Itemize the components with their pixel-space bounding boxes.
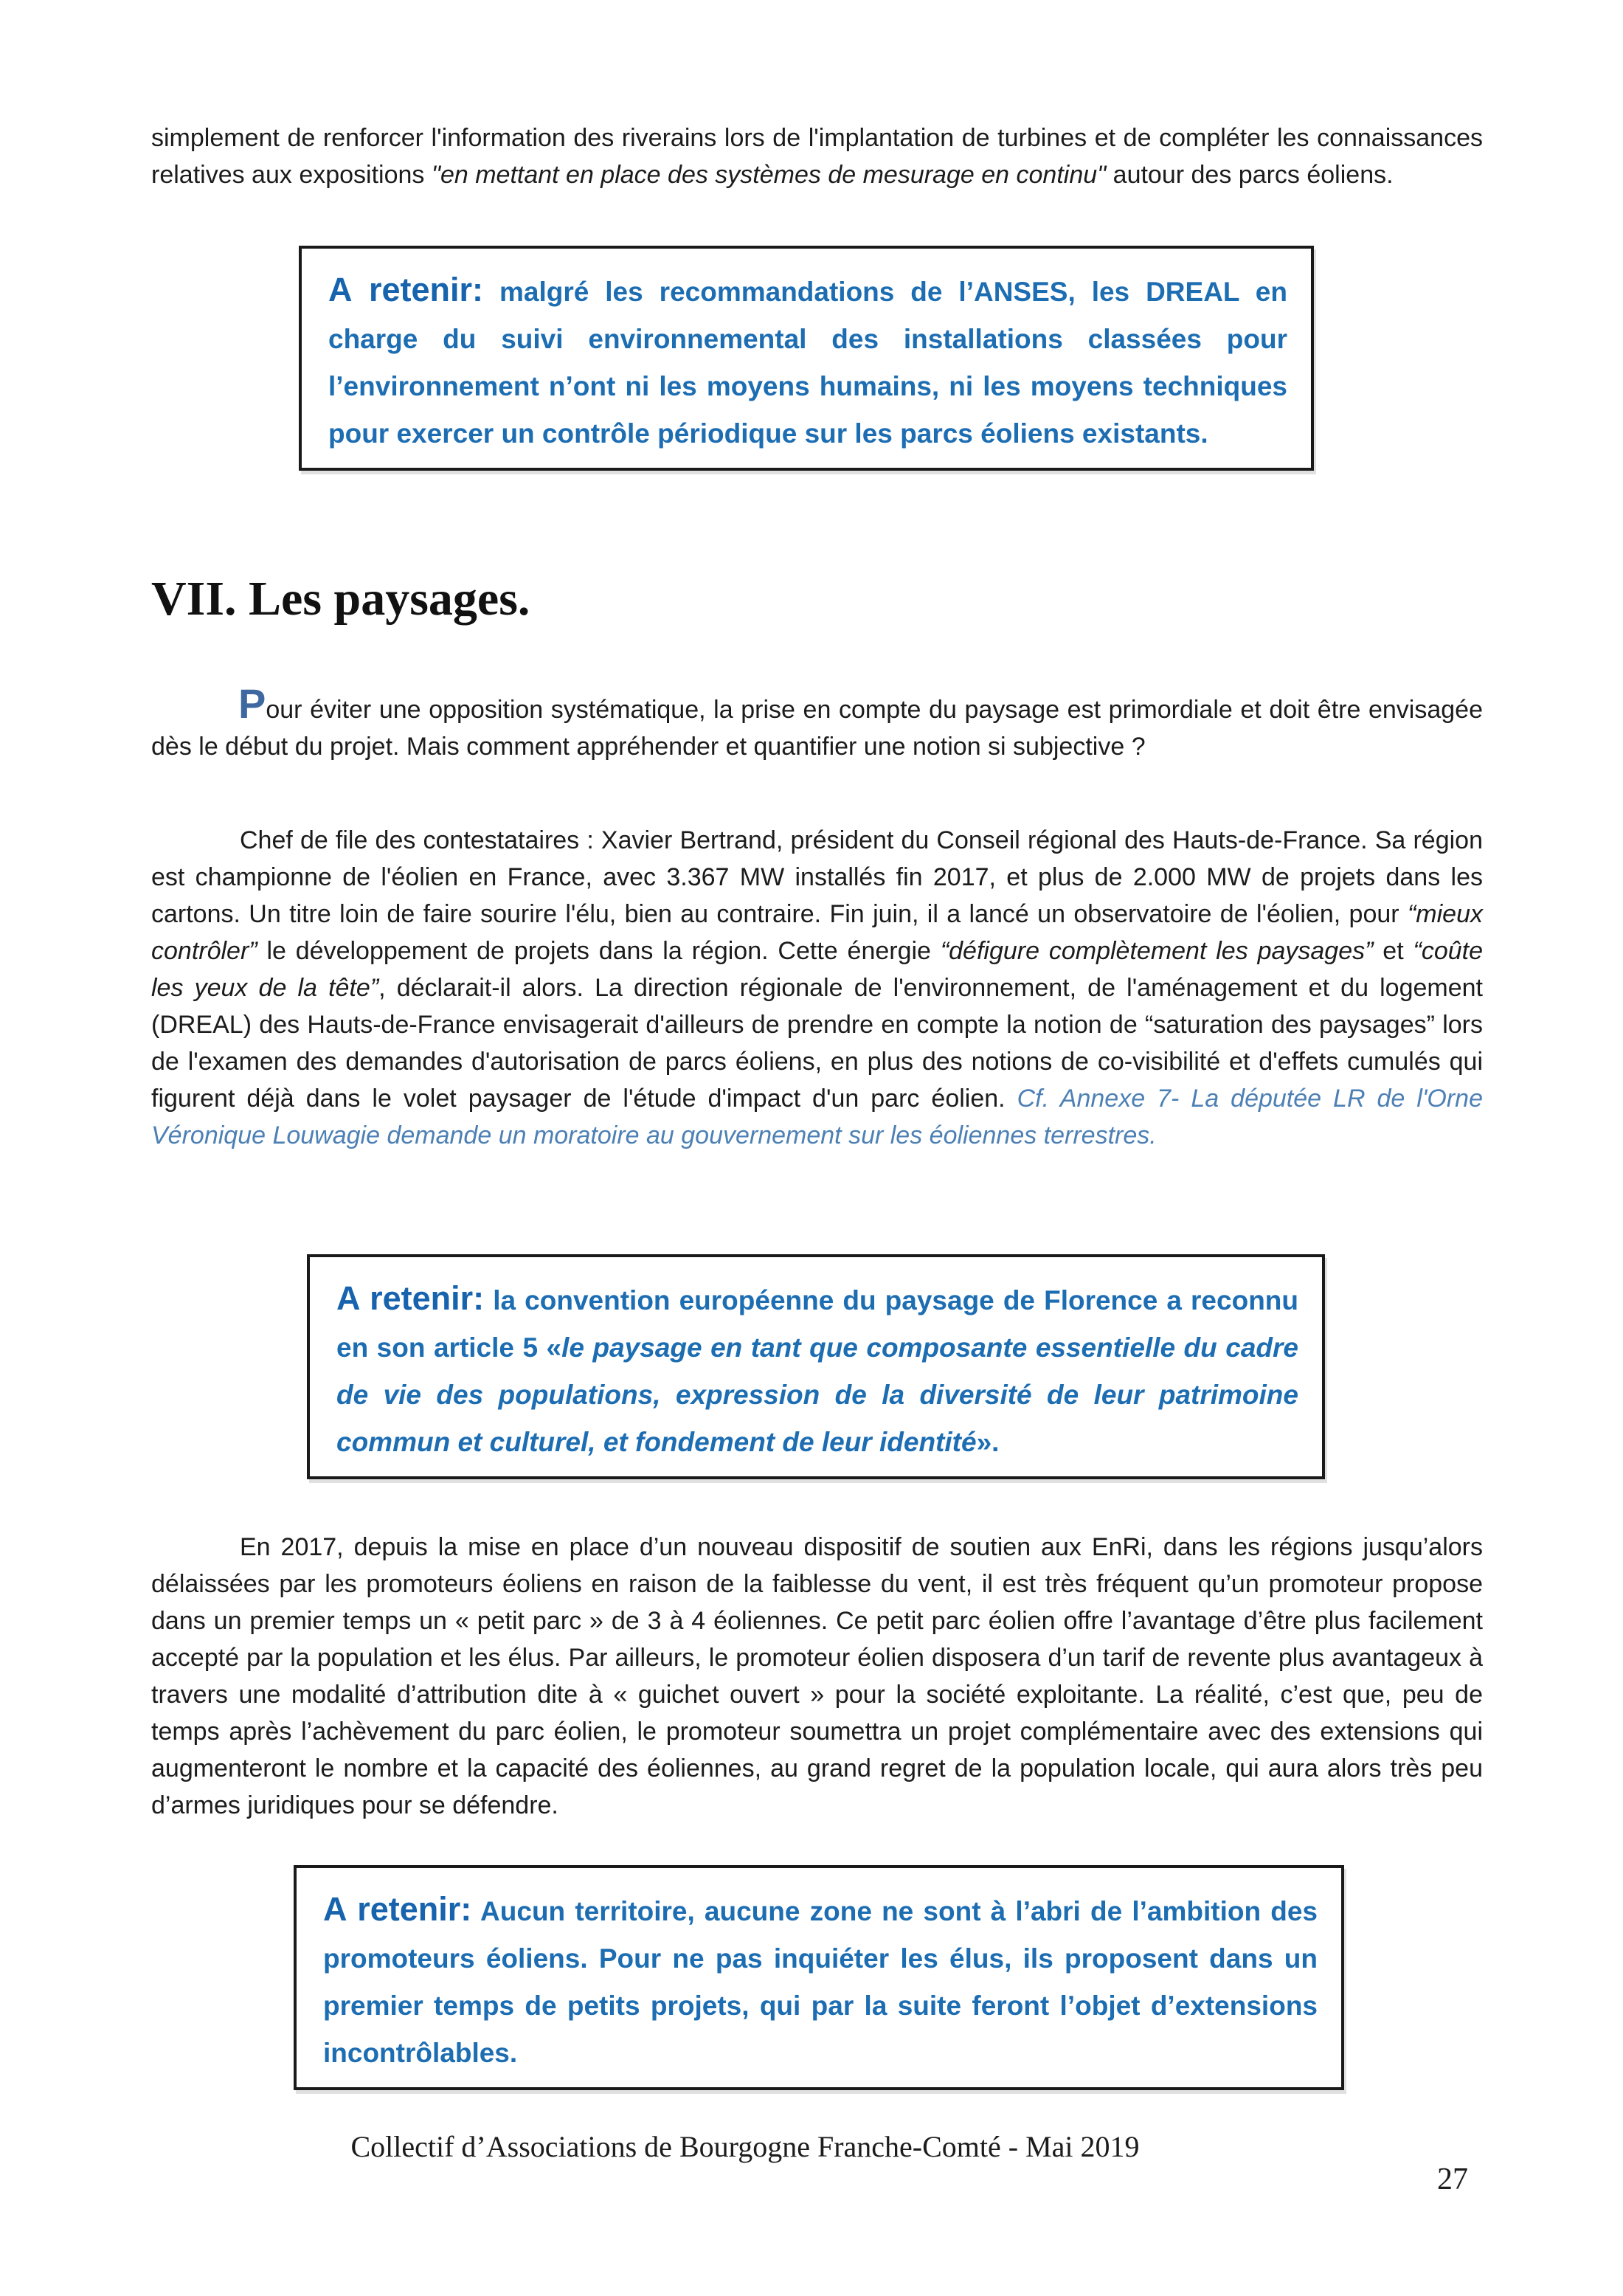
text-run: ».	[976, 1427, 1000, 1457]
text-run: le paysage en tant que composante essentielle du cadre de vie des populations, expression de la diversité de leur patrimoine commun et culturel, et fondement de leur identité	[336, 1332, 1298, 1457]
callout-box-territoire	[294, 1865, 1344, 2090]
text-run: simplement de renforcer l'information des riverains lors de l'implantation de turbines et de compléter les connaissances relatives aux expositions	[151, 124, 1483, 189]
text-run: A retenir:	[328, 271, 484, 308]
text-run: A retenir:	[336, 1279, 485, 1317]
text-run: le développement de projets dans la région. Cette énergie	[257, 937, 941, 965]
text-run: et	[1373, 937, 1413, 965]
body-paragraph-petit-parc	[151, 1529, 1483, 1824]
footer-credit: Collectif d’Associations de Bourgogne Franche-Comté - Mai 2019	[350, 2130, 1140, 2163]
callout-box-florence	[307, 1254, 1325, 1479]
intro-paragraph	[151, 120, 1483, 193]
lead-paragraph-text: our éviter une opposition systématique, la prise en compte du paysage est primordiale et doit être envisagée dès le début du projet. Mais comment appréhender et quantifier une notion si subjective ?	[151, 696, 1483, 761]
page-number: 27	[1437, 2162, 1468, 2196]
text-run: Cf. Annexe 7- La députée LR de l'Orne Véronique Louwagie demande un moratoire au gouvernement sur les éoliennes terrestres.	[151, 1085, 1483, 1149]
text-run: "en mettant en place des systèmes de mesurage en continu"	[431, 161, 1107, 189]
text-run: “défigure complètement les paysages”	[940, 937, 1374, 965]
text-run: “mieux contrôler”	[151, 900, 1483, 965]
lead-paragraph	[151, 680, 1483, 765]
section-heading: VII. Les paysages.	[151, 572, 530, 626]
text-run: “coûte les yeux de la tête”	[151, 937, 1483, 1002]
body-paragraph-contestataires	[151, 822, 1483, 1154]
text-run: la convention européenne du paysage de Florence a reconnu en son article 5 «	[336, 1285, 1298, 1363]
callout-box-anses	[299, 246, 1314, 471]
text-run: Aucun territoire, aucune zone ne sont à l’abri de l’ambition des promoteurs éoliens. Pour ne pas inquiéter les élus, ils proposent dans un premier temps de petits projets, qui par la suite feront l’objet d’extensions incontrôlables.	[323, 1896, 1318, 2068]
text-run: malgré les recommandations de l’ANSES, les DREAL en charge du suivi environnemental des installations classées pour l’environnement n’ont ni les moyens humains, ni les moyens techniques pour exercer un contrôle périodique sur les parcs éoliens existants.	[328, 277, 1287, 449]
drop-cap-initial: P	[238, 680, 266, 727]
text-run: autour des parcs éoliens.	[1106, 161, 1394, 189]
text-run: En 2017, depuis la mise en place d’un nouveau dispositif de soutien aux EnRi, dans les régions jusqu’alors délaissées par les promoteurs éoliens en raison de la faiblesse du vent, il est très fréquent qu’un promoteur propose dans un premier temps un « petit parc » de 3 à 4 éoliennes. Ce petit parc éolien offre l’avantage d’être plus facilement accepté par la population et les élus. Par ailleurs, le promoteur éolien disposera d’un tarif de revente plus avantageux à travers une modalité d’attribution dite à « guichet ouvert » pour la société exploitante. La réalité, c’est que, peu de temps après l’achèvement du parc éolien, le promoteur soumettra un projet complémentaire avec des extensions qui augmenteront le nombre et la capacité des éoliennes, au grand regret de la population locale, qui aura alors très peu d’armes juridiques pour se défendre.	[151, 1533, 1483, 1819]
text-run: Chef de file des contestataires : Xavier Bertrand, président du Conseil régional des Hauts-de-France. Sa région est championne de l'éolien en France, avec 3.367 MW installés fin 2017, et plus de 2.000 MW de projets dans les cartons. Un titre loin de faire sourire l'élu, bien au contraire. Fin juin, il a lancé un observatoire de l'éolien, pour	[151, 826, 1483, 928]
text-run: , déclarait-il alors. La direction régionale de l'environnement, de l'aménagement et du logement (DREAL) des Hauts-de-France envisagerait d'ailleurs de prendre en compte la notion de “saturation des paysages” lors de l'examen des demandes d'autorisation de parcs éoliens, en plus des notions de co-visibilité et d'effets cumulés qui figurent déjà dans le volet paysager de l'étude d'impact d'un parc éolien.	[151, 974, 1483, 1113]
text-run: A retenir:	[323, 1890, 472, 1928]
